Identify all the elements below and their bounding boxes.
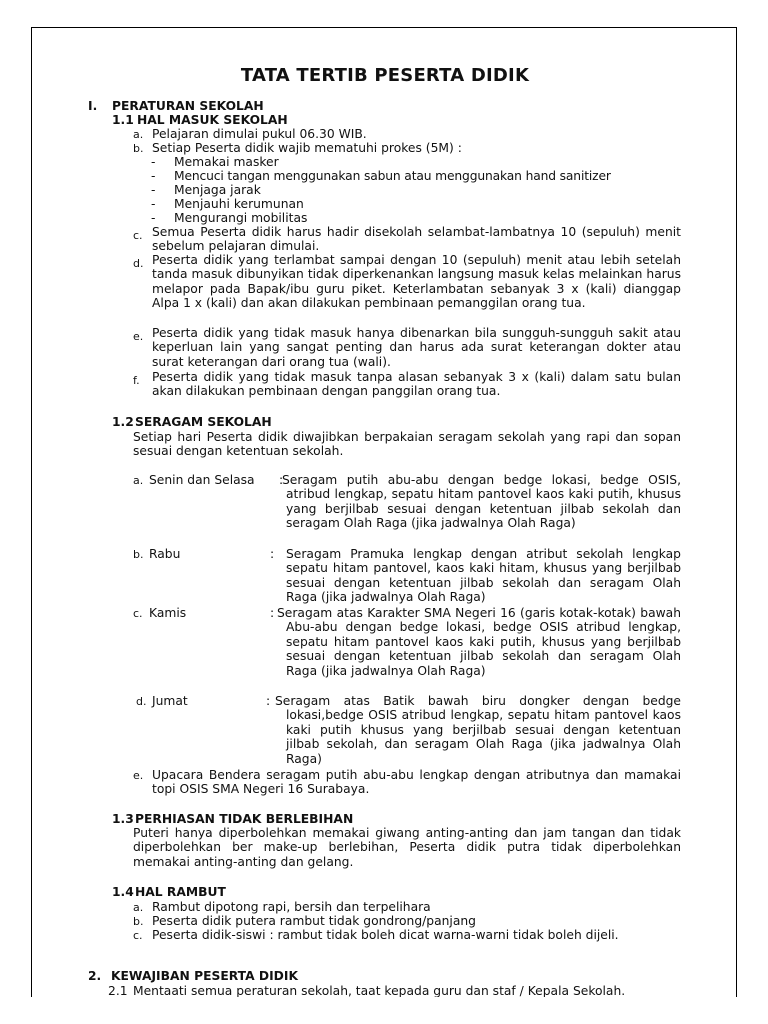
item-label: b. [133, 142, 144, 155]
item-label: a. [133, 901, 144, 914]
prokes-item: Menjaga jarak [174, 183, 261, 197]
item-label: c. [133, 607, 143, 620]
item-text: Seragam putih abu-abu dengan bedge lokasi, bedge OSIS, atribud lengkap, sepatu hitam pantovel kaos kaki putih, khusus yang berjilbab sesuai dengan ketentuan jilbab sekolah dan seragam Olah Raga (jika jadwalnya Olah Raga) [282, 473, 681, 531]
prokes-item: Memakai masker [174, 155, 279, 169]
colon: : [270, 547, 275, 561]
subsection-2-1-number: 2.1 [108, 984, 128, 997]
colon: : [270, 606, 275, 620]
prokes-item: Mengurangi mobilitas [174, 211, 308, 225]
paragraph: Puteri hanya diperbolehkan memakai giwang anting-anting dan jam tangan dan tidak diperbolehkan ber make-up berlebihan, Peserta didik putra tidak diperbolehkan memakai anting-anting dan gelang. [133, 826, 681, 869]
item-text: Upacara Bendera seragam putih abu-abu lengkap dengan atributnya dan mamakai topi OSIS SMA Negeri 16 Surabaya. [152, 768, 681, 797]
item-label: e. [133, 769, 144, 782]
prokes-item: Mencuci tangan menggunakan sabun atau menggunakan hand sanitizer [174, 169, 611, 183]
item-label: a. [133, 474, 144, 487]
item-text: Semua Peserta didik harus hadir disekolah selambat-lambatnya 10 (sepuluh) menit sebelum pelajaran dimulai. [152, 225, 681, 254]
item-label: b. [133, 915, 144, 928]
day-label: Senin dan Selasa [149, 473, 255, 487]
item-label: f. [133, 374, 140, 387]
item-text: Setiap Peserta didik wajib mematuhi prokes (5M) : [152, 141, 462, 155]
subsection-1-1-number: 1.1 [112, 113, 134, 127]
colon: : [266, 694, 271, 708]
paragraph: Setiap hari Peserta didik diwajibkan berpakaian seragam sekolah yang rapi dan sopan sesuai dengan ketentuan sekolah. [133, 430, 681, 459]
document-title: TATA TERTIB PESERTA DIDIK [240, 65, 530, 86]
day-label: Rabu [149, 547, 181, 561]
section-2-heading: KEWAJIBAN PESERTA DIDIK [111, 969, 298, 983]
bullet-dash: - [151, 211, 156, 225]
item-label: c. [133, 929, 143, 942]
item-text: Seragam Pramuka lengkap dengan atribut sekolah lengkap sepatu hitam pantovel, kaos kaki hitam, khusus yang berjilbab sesuai dengan ketentuan jilbab sekolah dan seragam Olah Raga (jika jadwalnya Olah Raga) [286, 547, 681, 605]
item-text: Pelajaran dimulai pukul 06.30 WIB. [152, 127, 367, 141]
bullet-dash: - [151, 169, 156, 183]
day-label: Jumat [152, 694, 188, 708]
bullet-dash: - [151, 155, 156, 169]
item-label: a. [133, 128, 144, 141]
bullet-dash: - [151, 183, 156, 197]
subsection-1-2-number: 1.2 [112, 415, 134, 429]
item-label: c. [133, 229, 143, 242]
section-1-number: I. [88, 99, 98, 113]
item-text: Rambut dipotong rapi, bersih dan terpelihara [152, 900, 431, 914]
item-text: Peserta didik yang tidak masuk tanpa alasan sebanyak 3 x (kali) dalam satu bulan akan dilakukan pembinaan dengan panggilan orang tua. [152, 370, 681, 399]
item-text: Peserta didik-siswi : rambut tidak boleh dicat warna-warni tidak boleh dijeli. [152, 928, 619, 942]
colon: : [279, 473, 284, 487]
item-text: Seragam atas Karakter SMA Negeri 16 (garis kotak-kotak) bawah Abu-abu dengan bedge lokasi, bedge OSIS atribud lengkap, sepatu hitam pantovel kaos kaki putih, khusus yang berjilbab sesuai dengan ketentuan jilbab sekolah dan seragam Olah Raga (jika jadwalnya Olah Raga) [277, 606, 681, 678]
item-text: Peserta didik yang tidak masuk hanya dibenarkan bila sungguh-sungguh sakit atau keperluan lain yang sangat penting dan harus ada surat keterangan dokter atau surat keterangan dari orang tua (wali). [152, 326, 681, 369]
section-2-number: 2. [88, 969, 102, 983]
item-text: Peserta didik putera rambut tidak gondrong/panjang [152, 914, 476, 928]
day-label: Kamis [149, 606, 187, 620]
subsection-1-2-heading: SERAGAM SEKOLAH [135, 415, 272, 429]
item-text: Seragam atas Batik bawah biru dongker dengan bedge lokasi,bedge OSIS atribud lengkap, sepatu hitam pantovel kaos kaki putih khusus yang berjilbab sesuai dengan ketentuan jilbab sekolah, dan seragam Olah Raga (jika jadwalnya Olah Raga) [275, 694, 681, 766]
subsection-1-1-heading: HAL MASUK SEKOLAH [137, 113, 288, 127]
subsection-1-4-number: 1.4 [112, 885, 134, 899]
subsection-1-3-heading: PERHIASAN TIDAK BERLEBIHAN [135, 812, 354, 826]
subsection-1-3-number: 1.3 [112, 812, 134, 826]
item-label: d. [136, 695, 147, 708]
item-text: Peserta didik yang terlambat sampai dengan 10 (sepuluh) menit atau lebih setelah tanda masuk dibunyikan tidak diperkenankan langsung masuk kelas melainkan harus melapor pada Bapak/ibu guru piket. Keterlambatan sebanyak 3 x (kali) dianggap Alpa 1 x (kali) dan akan dilakukan pembinaan pemanggilan orang tua. [152, 253, 681, 311]
item-text: Mentaati semua peraturan sekolah, taat kepada guru dan staf / Kepala Sekolah. [133, 984, 626, 997]
item-label: b. [133, 548, 144, 561]
item-label: d. [133, 257, 144, 270]
item-label: e. [133, 330, 144, 343]
prokes-item: Menjauhi kerumunan [174, 197, 304, 211]
bullet-dash: - [151, 197, 156, 211]
section-1-heading: PERATURAN SEKOLAH [112, 99, 264, 113]
subsection-1-4-heading: HAL RAMBUT [135, 885, 226, 899]
document-page [31, 27, 737, 997]
